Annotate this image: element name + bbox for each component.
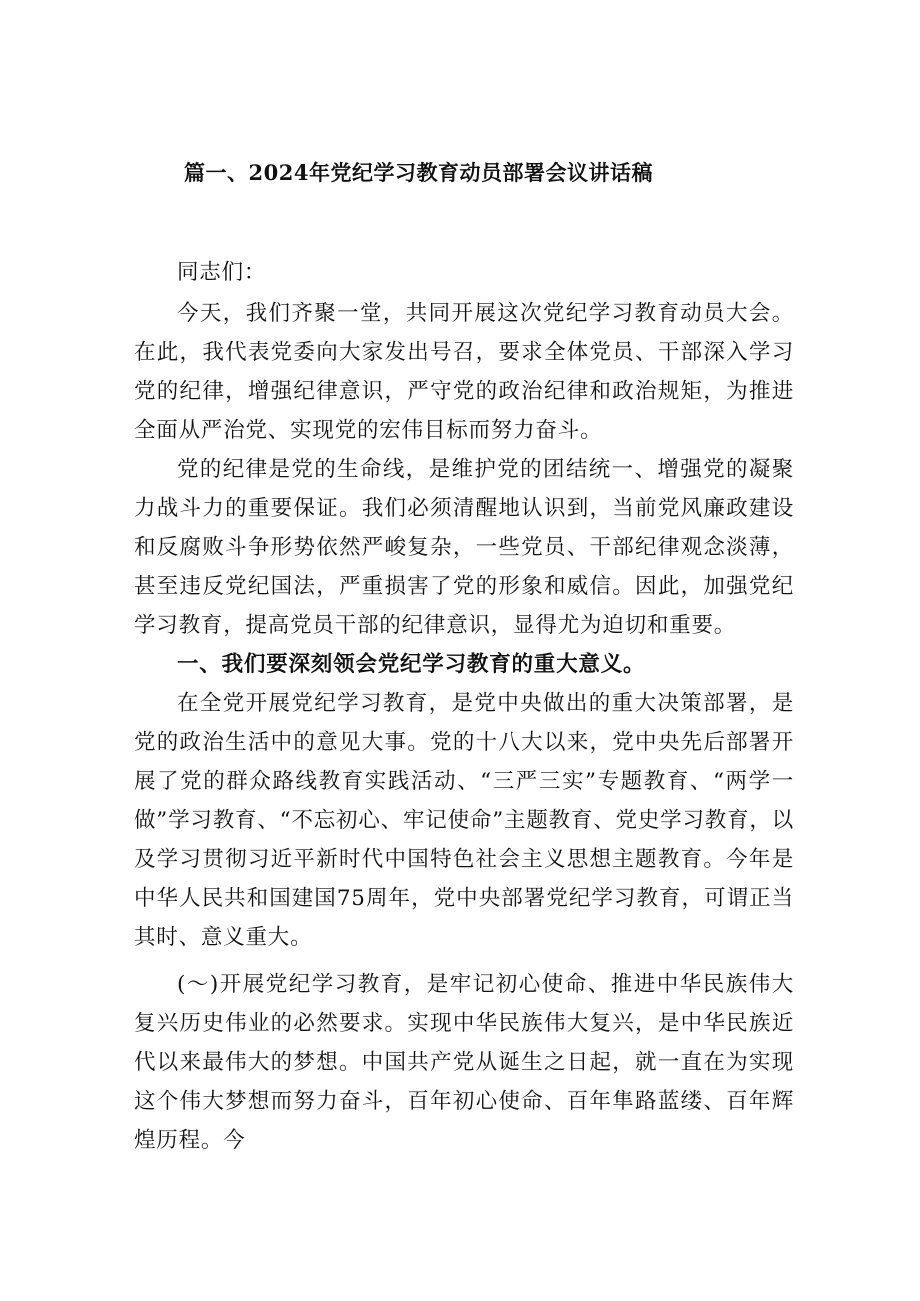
- paragraph-discipline: 党的纪律是党的生命线，是维护党的团结统一、增强党的凝聚力战斗力的重要保证。我们必须清醒地认识到，当前党风廉政建设和反腐败斗争形势依然严峻复杂，一些党员、干部纪律观念淡薄，甚至违反党纪国法，严重损害了党的形象和威信。因此，加强党纪学习教育，提高党员干部的纪律意识，显得尤为迫切和重要。: [134, 457, 794, 638]
- document-title: 篇一、2024年党纪学习教育动员部署会议讲话稿: [184, 160, 653, 185]
- section-heading: 一、我们要深刻领会党纪学习教育的重大意义。: [177, 652, 646, 677]
- paragraph-significance: 在全党开展党纪学习教育，是党中央做出的重大决策部署，是党的政治生活中的意见大事。党的十八大以来，党中央先后部署开展了党的群众路线教育实践活动、“三严三实”专题教育、“两学一做”学习教育、“不忘初心、牢记使命”主题教育、党史学习教育，以及学习贯彻习近平新时代中国特色社会主义思想主题教育。今年是中华人民共和国建国75周年，党中央部署党纪学习教育，可谓正当其时、意义重大。: [134, 691, 794, 950]
- paragraph-opening: 今天，我们齐聚一堂，共同开展这次党纪学习教育动员大会。在此，我代表党委向大家发出号召，要求全体党员、干部深入学习党的纪律，增强纪律意识，严守党的政治纪律和政治规矩，为推进全面从严治党、实现党的宏伟目标而努力奋斗。: [134, 301, 794, 443]
- greeting: 同志们：: [177, 260, 267, 285]
- document-body: [134, 253, 794, 1160]
- paragraph-subsection-one: (〜)开展党纪学习教育，是牢记初心使命、推进中华民族伟大复兴历史伟业的必然要求。实现中华民族伟大复兴，是中华民族近代以来最伟大的梦想。中国共产党从诞生之日起，就一直在为实现这个伟大梦想而努力奋斗，百年初心使命、百年隼路蓝缕、百年辉煌历程。今: [134, 972, 794, 1153]
